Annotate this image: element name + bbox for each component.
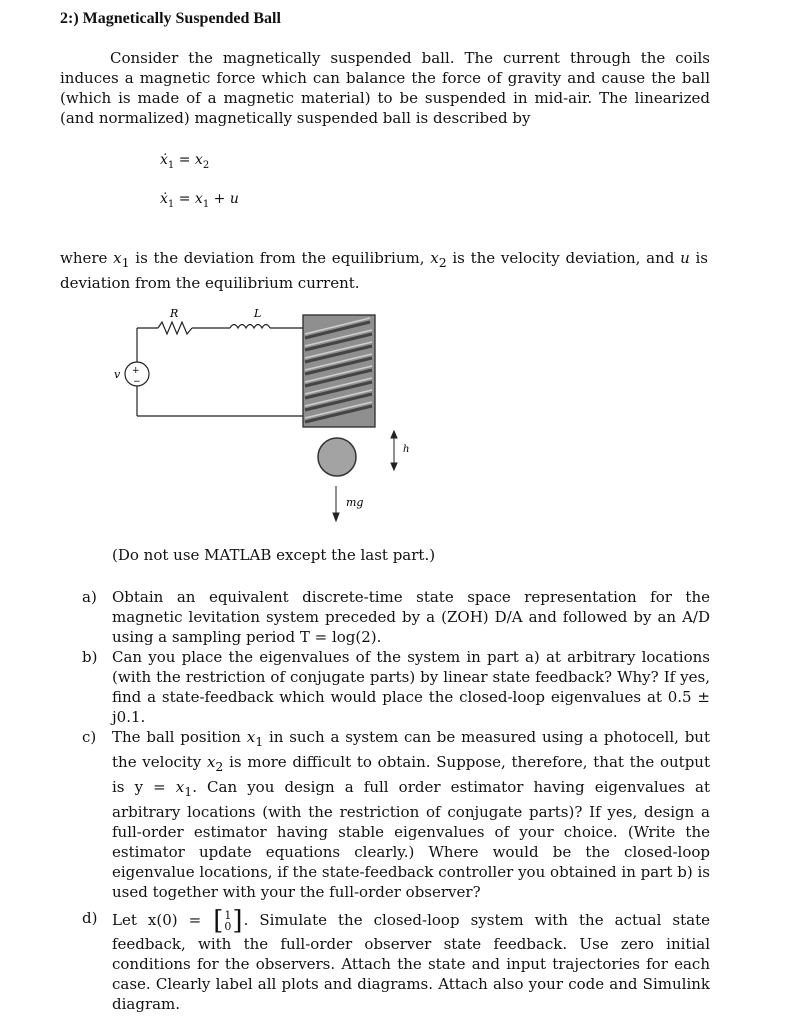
plus-label: + xyxy=(132,366,140,376)
initial-state-vector: [ 1 0 ] xyxy=(213,906,243,936)
question-b xyxy=(82,647,710,727)
height-arrow xyxy=(391,431,397,470)
maglev-circuit-figure xyxy=(100,300,420,530)
equation-1: ẋ$_1$ = $x_2$ xyxy=(160,152,210,171)
resistor-symbol xyxy=(158,322,192,334)
magnetic-ball xyxy=(318,438,356,476)
question-text: Can you place the eigenvalues of the system in part a) at arbitrary locations (with the restriction of conjugate parts) by linear state feedback? Why? If yes, find a state-feedback which would place the closed-loop eigenvalues at 0.5 ± j0.1. xyxy=(112,648,710,726)
minus-label: − xyxy=(133,377,141,387)
label-mg: mg xyxy=(346,496,364,509)
question-list xyxy=(82,587,710,1014)
label-v: v xyxy=(114,368,121,381)
question-a xyxy=(82,587,710,647)
question-label: b) xyxy=(82,648,98,666)
question-label: a) xyxy=(82,588,97,606)
equation-2: ẋ$_1$ = $x_1 + u$ xyxy=(160,191,239,210)
variable-definitions: where $x_1$ is the deviation from the equilibrium, $x_2$ is the velocity deviation, and u is deviation from the equilibrium current. xyxy=(60,249,708,292)
question-text: Obtain an equivalent discrete-time state space representation for the magnetic levitation system preceded by a (ZOH) D/A and followed by an A/D using a sampling period T = log(2). xyxy=(112,588,710,646)
question-d: d) Let x(0) = [ 1 0 ] . Simulate the closed-loop system with the actual state feedback, with the full-order observer state feedback. Use zero initial conditions for the observers. Attach the state and input trajectories for each case. Clearly label all plots and diagrams. Attach also your code and Simulink diagram. xyxy=(82,906,710,1013)
label-R: R xyxy=(170,307,179,320)
electromagnet-coil xyxy=(303,315,375,427)
problem-title: 2:) Magnetically Suspended Ball xyxy=(60,10,281,27)
matlab-note: (Do not use MATLAB except the last part.) xyxy=(112,546,436,564)
label-h: h xyxy=(403,444,410,455)
intro-paragraph xyxy=(60,48,710,128)
intro-text: Consider the magnetically suspended ball. The current through the coils induces a magnetic force which can balance the force of gravity and cause the ball (which is made of a magnetic material) to be suspended in mid-air. The linearized (and normalized) magnetically suspended ball is described by xyxy=(60,49,710,127)
question-c: c) The ball position $x_1$ in such a system can be measured using a photocell, but the velocity $x_2$ is more difficult to obtain. Suppose, therefore, that the output is $y = x_1$. Can you design a full order estimator having eigenvalues at arbitrary locations (with the restriction of conjugate parts)? If yes, design a full-order estimator having stable eigenvalues of your choice. (Write the estimator update equations clearly.) Where would be the closed-loop eigenvalue locations, if the state-feedback controller you obtained in part b) is used together with your the full-order observer? xyxy=(82,728,711,901)
question-label: c) xyxy=(82,728,97,746)
gravity-arrow xyxy=(333,486,339,521)
label-L: L xyxy=(254,307,262,320)
question-label: d) xyxy=(82,909,98,927)
inductor-symbol xyxy=(230,325,270,329)
